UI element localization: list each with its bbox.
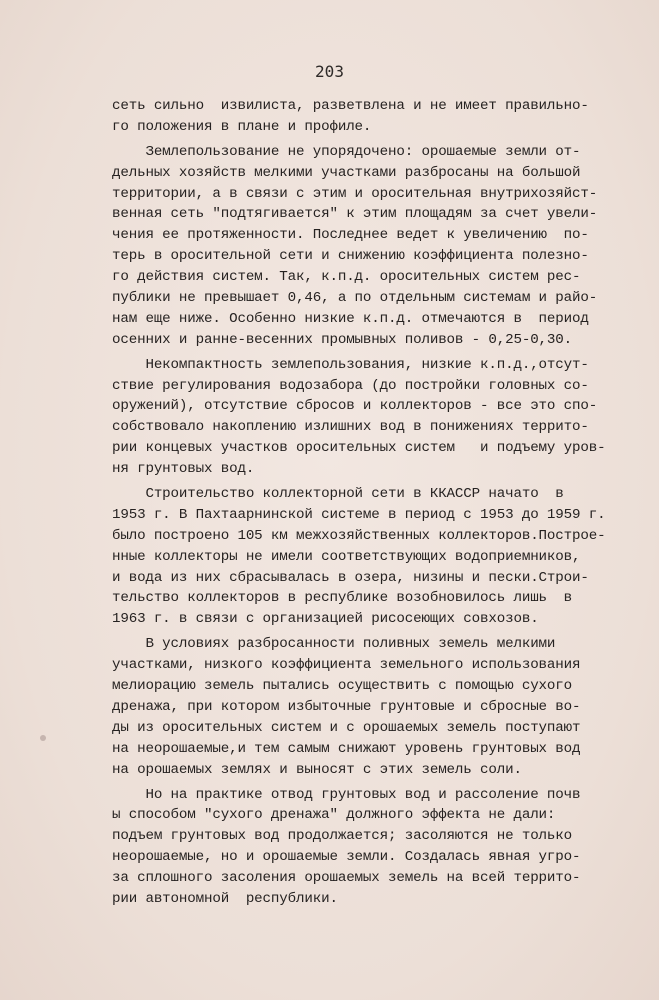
text-line: 1953 г. В Пахтаарнинской системе в период с 1953 до 1959 г. xyxy=(112,506,606,523)
text-line: ы способом "сухого дренажа" должного эффекта не дали: xyxy=(112,807,556,824)
text-line: тельство коллекторов в республике возобновилось лишь в xyxy=(112,590,573,607)
text-line: Но на практике отвод грунтовых вод и рассоление почв xyxy=(112,786,581,803)
text-line: было построено 105 км межхозяйственных коллекторов.Построе- xyxy=(112,527,606,544)
paragraph xyxy=(112,355,632,480)
text-line: 1963 г. в связи с организацией рисосеющих совхозов. xyxy=(112,611,539,628)
text-line: В условиях разбросанности поливных земель мелкими xyxy=(112,636,556,653)
text-line: собствовало накоплению излишних вод в понижениях террито- xyxy=(112,419,589,436)
text-line: участками, низкого коэффициента земельного использования xyxy=(112,657,581,674)
paragraph xyxy=(112,634,632,780)
text-line: публики не превышает 0,46, а по отдельным системам и райо- xyxy=(112,290,598,307)
text-line: Землепользование не упорядочено: орошаемые земли от- xyxy=(112,143,581,160)
text-line: осенних и ранне-весенних промывных поливов - 0,25-0,30. xyxy=(112,331,573,348)
body-text xyxy=(112,96,632,910)
text-line: ня грунтовых вод. xyxy=(112,461,255,478)
text-line: на орошаемых землях и выносят с этих земель соли. xyxy=(112,761,522,778)
text-line: ды из оросительных систем и с орошаемых земель поступают xyxy=(112,719,581,736)
text-line: дельных хозяйств мелкими участками разбросаны на большой xyxy=(112,164,581,181)
text-line: территории, а в связи с этим и оросительная внутрихозяйст- xyxy=(112,185,598,202)
text-line: мелиорацию земель пытались осуществить с помощью сухого xyxy=(112,678,573,695)
text-line: дренажа, при котором избыточные грунтовые и сбросные во- xyxy=(112,698,581,715)
text-line: неорошаемые, но и орошаемые земли. Создалась явная угро- xyxy=(112,849,581,866)
text-line: Некомпактность землепользования, низкие к.п.д.,отсут- xyxy=(112,356,589,373)
text-line: Строительство коллекторной сети в ККАССР начато в xyxy=(112,486,564,503)
text-line: оружений), отсутствие сбросов и коллекторов - все это спо- xyxy=(112,398,598,415)
paragraph xyxy=(112,484,632,630)
paragraph xyxy=(112,96,632,138)
text-line: чения ее протяженности. Последнее ведет к увеличению по- xyxy=(112,227,589,244)
paragraph xyxy=(112,142,632,351)
text-line: терь в оросительной сети и снижению коэффициента полезно- xyxy=(112,248,589,265)
text-line: нам еще ниже. Особенно низкие к.п.д. отмечаются в период xyxy=(112,310,589,327)
text-line: нные коллекторы не имели соответствующих водоприемников, xyxy=(112,548,581,565)
page-number: 203 xyxy=(315,62,344,81)
text-line: на неорошаемые,и тем самым снижают уровень грунтовых вод xyxy=(112,740,581,757)
text-line: за сплошного засоления орошаемых земель на всей террито- xyxy=(112,870,581,887)
text-line: го положения в плане и профиле. xyxy=(112,118,372,135)
paper-smudge xyxy=(40,735,46,741)
text-line: венная сеть "подтягивается" к этим площадям за счет увели- xyxy=(112,206,598,223)
text-line: подъем грунтовых вод продолжается; засоляются не только xyxy=(112,828,573,845)
text-line: рии автономной республики. xyxy=(112,890,338,907)
paragraph xyxy=(112,785,632,910)
text-line: ствие регулирования водозабора (до постройки головных со- xyxy=(112,377,589,394)
text-line: сеть сильно извилиста, разветвлена и не имеет правильно- xyxy=(112,98,589,114)
text-line: го действия систем. Так, к.п.д. оросительных систем рес- xyxy=(112,269,581,286)
text-line: и вода из них сбрасывалась в озера, низины и пески.Строи- xyxy=(112,569,589,586)
text-line: рии концевых участков оросительных систем и подъему уров- xyxy=(112,440,606,457)
